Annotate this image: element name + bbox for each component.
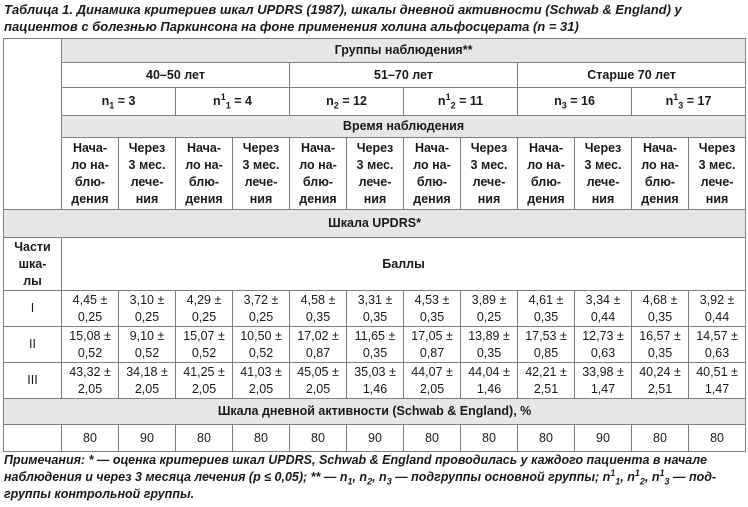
- activity-cell: 80: [404, 425, 461, 452]
- caption-prefix: Таблица 1.: [4, 2, 73, 17]
- score-cell: 4,58 ± 0,35: [290, 291, 347, 327]
- score-cell: 15,08 ± 0,52: [62, 327, 119, 363]
- score-cell: 16,57 ± 0,35: [632, 327, 689, 363]
- score-cell: 3,34 ± 0,44: [575, 291, 632, 327]
- parts-header: Части шка- лы: [4, 238, 62, 291]
- age-groups-row: [4, 63, 746, 88]
- time-start-label: Нача- ло на- блю- дения: [62, 138, 119, 210]
- subgroup-cell: $n_2 = 12$: [290, 88, 404, 116]
- age-group-3: Старше 70 лет: [518, 63, 746, 88]
- notes-line-2: наблюдения и через 3 месяца лечения (p ≤ 0,05); ** — $n_1$, $n_2$, $n_3$ — подгруппы основной группы; $n^1_1$, $n^1_2$, $n^1_3$ — под-: [4, 467, 717, 487]
- activity-cell: 80: [176, 425, 233, 452]
- score-cell: 17,53 ± 0,85: [518, 327, 575, 363]
- table-caption: [4, 1, 744, 35]
- score-cell: 35,03 ± 1,46: [347, 363, 404, 399]
- score-cell: 40,51 ± 1,47: [689, 363, 746, 399]
- notes-line-1: * — оценка критериев шкал UPDRS, Schwab & England проводилась у каждого пациента в начале: [85, 453, 707, 467]
- age-group-1: 40–50 лет: [62, 63, 290, 88]
- time-start-label: Нача- ло на- блю- дения: [176, 138, 233, 210]
- scale-part-label: II: [4, 327, 62, 363]
- score-cell: 12,73 ± 0,63: [575, 327, 632, 363]
- table-row: [4, 291, 746, 327]
- score-cell: 4,68 ± 0,35: [632, 291, 689, 327]
- score-cell: 34,18 ± 2,05: [119, 363, 176, 399]
- activity-cell: 80: [461, 425, 518, 452]
- caption-text: Динамика критериев шкал UPDRS (1987), шкалы дневной активности (Schwab & England) у пациентов с болезнью Паркинсона на фоне применения холина альфосцерата (n = 31): [4, 2, 682, 34]
- subgroups-row: [4, 88, 746, 116]
- time-3months-label: Через 3 мес. лече- ния: [461, 138, 518, 210]
- age-group-2: 51–70 лет: [290, 63, 518, 88]
- score-cell: 43,32 ± 2,05: [62, 363, 119, 399]
- table-notes: [4, 452, 744, 503]
- score-cell: 42,21 ± 2,51: [518, 363, 575, 399]
- activity-cell: 80: [632, 425, 689, 452]
- score-cell: 3,10 ± 0,25: [119, 291, 176, 327]
- score-cell: 11,65 ± 0,35: [347, 327, 404, 363]
- score-cell: 17,02 ± 0,87: [290, 327, 347, 363]
- time-3months-label: Через 3 мес. лече- ния: [233, 138, 290, 210]
- score-cell: 17,05 ± 0,87: [404, 327, 461, 363]
- notes-line-3: группы контрольной группы.: [4, 487, 195, 501]
- score-cell: 44,04 ± 1,46: [461, 363, 518, 399]
- time-3months-label: Через 3 мес. лече- ния: [119, 138, 176, 210]
- score-cell: 13,89 ± 0,35: [461, 327, 518, 363]
- activity-cell: 90: [119, 425, 176, 452]
- score-cell: 40,24 ± 2,51: [632, 363, 689, 399]
- time-labels-row: [4, 138, 746, 210]
- time-start-label: Нача- ло на- блю- дения: [518, 138, 575, 210]
- score-cell: 3,92 ± 0,44: [689, 291, 746, 327]
- score-cell: 4,45 ± 0,25: [62, 291, 119, 327]
- activity-cell: 90: [347, 425, 404, 452]
- score-cell: 33,98 ± 1,47: [575, 363, 632, 399]
- activity-blank-cell: [4, 425, 62, 452]
- notes-label: Примечания:: [4, 453, 86, 467]
- score-cell: 10,50 ± 0,52: [233, 327, 290, 363]
- results-table: [3, 38, 746, 452]
- scale-part-label: I: [4, 291, 62, 327]
- activity-cell: 80: [689, 425, 746, 452]
- score-cell: 15,07 ± 0,52: [176, 327, 233, 363]
- score-cell: 41,25 ± 2,05: [176, 363, 233, 399]
- score-cell: 9,10 ± 0,52: [119, 327, 176, 363]
- score-cell: 3,89 ± 0,25: [461, 291, 518, 327]
- activity-cell: 90: [575, 425, 632, 452]
- activity-cell: 80: [62, 425, 119, 452]
- scale-part-label: III: [4, 363, 62, 399]
- activity-cell: 80: [233, 425, 290, 452]
- time-start-label: Нача- ло на- блю- дения: [404, 138, 461, 210]
- score-cell: 3,72 ± 0,25: [233, 291, 290, 327]
- score-cell: 41,03 ± 2,05: [233, 363, 290, 399]
- subgroup-cell: $n^1_3 = 17$: [632, 88, 746, 116]
- activity-cell: 80: [518, 425, 575, 452]
- activity-title: Шкала дневной активности (Schwab & England), %: [4, 399, 746, 425]
- subgroup-cell: $n^1_1 = 4$: [176, 88, 290, 116]
- table-row: [4, 327, 746, 363]
- activity-cell: 80: [290, 425, 347, 452]
- score-cell: 4,29 ± 0,25: [176, 291, 233, 327]
- points-title: Баллы: [62, 238, 746, 291]
- time-3months-label: Через 3 мес. лече- ния: [347, 138, 404, 210]
- subgroup-cell: $n_3 = 16$: [518, 88, 632, 116]
- time-3months-label: Через 3 мес. лече- ния: [689, 138, 746, 210]
- parts-header-row: [4, 238, 746, 291]
- score-cell: 44,07 ± 2,05: [404, 363, 461, 399]
- score-cell: 3,31 ± 0,35: [347, 291, 404, 327]
- time-start-label: Нача- ло на- блю- дения: [290, 138, 347, 210]
- score-cell: 4,53 ± 0,35: [404, 291, 461, 327]
- subgroup-cell: $n_1 = 3$: [62, 88, 176, 116]
- score-cell: 45,05 ± 2,05: [290, 363, 347, 399]
- score-cell: 4,61 ± 0,35: [518, 291, 575, 327]
- groups-title: Группы наблюдения**: [62, 39, 746, 63]
- table-row: [4, 363, 746, 399]
- time-start-label: Нача- ло на- блю- дения: [632, 138, 689, 210]
- activity-row: [4, 425, 746, 452]
- updrs-title: Шкала UPDRS*: [4, 210, 746, 238]
- corner-cell: [4, 39, 62, 210]
- score-cell: 14,57 ± 0,63: [689, 327, 746, 363]
- time-3months-label: Через 3 мес. лече- ния: [575, 138, 632, 210]
- time-title: Время наблюдения: [62, 116, 746, 138]
- subgroup-cell: $n^1_2 = 11$: [404, 88, 518, 116]
